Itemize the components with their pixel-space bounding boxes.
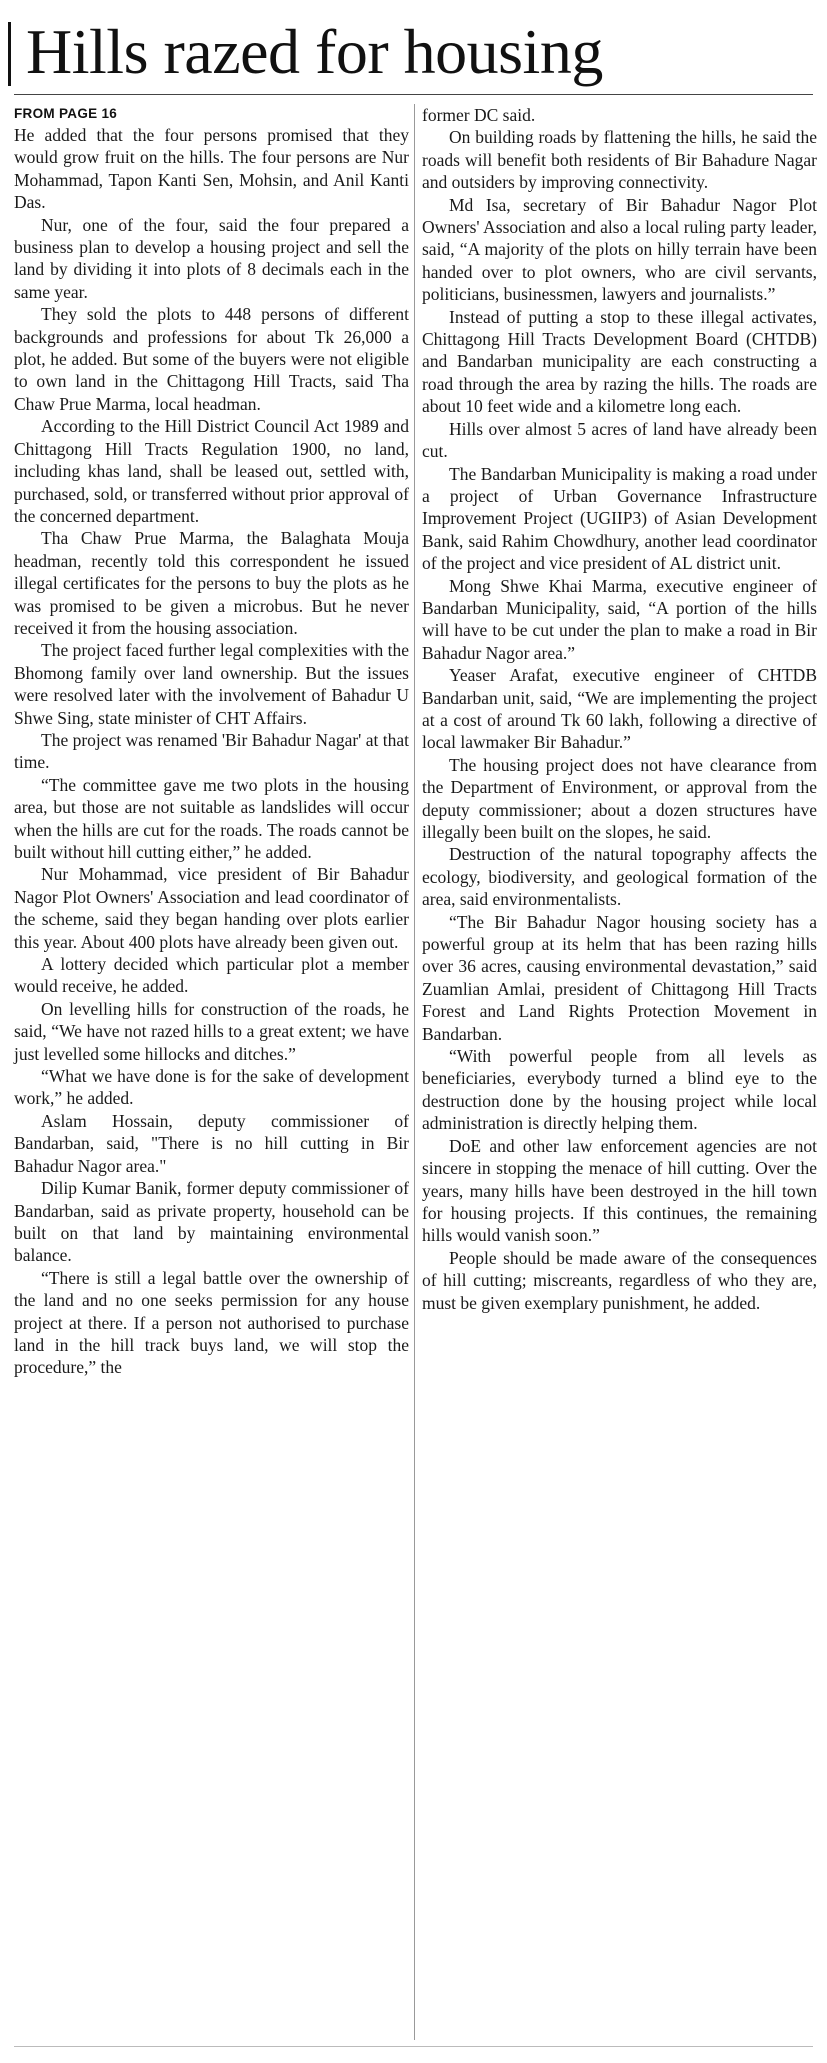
paragraph: “The Bir Bahadur Nagor housing society has a powerful group at its helm that has been razing hills over 36 acres, causing environmental devastation,” said Zuamlian Amlai, president of Chittagong Hill Tracts Forest and Land Rights Protection Movement in Bandarban. xyxy=(422,911,817,1044)
paragraph: On building roads by flattening the hills, he said the roads will benefit both residents of Bir Bahadure Nagar and outsiders by improving connectivity. xyxy=(422,127,817,193)
paragraph: He added that the four persons promised that they would grow fruit on the hills. The four persons are Nur Mohammad, Tapon Kanti Sen, Mohsin, and Anil Kanti Das. xyxy=(14,125,409,213)
paragraph: The housing project does not have clearance from the Department of Environment, or approval from the deputy commissioner; about a dozen structures have illegally been built on the slopes, he said. xyxy=(422,754,817,842)
paragraph: On levelling hills for construction of the roads, he said, “We have not razed hills to a great extent; we have just levelled some hillocks and ditches.” xyxy=(14,998,409,1064)
headline-divider xyxy=(14,94,813,95)
paragraph: Yeaser Arafat, executive engineer of CHTDB Bandarban unit, said, “We are implementing the project at a cost of around Tk 60 lakh, following a directive of local lawmaker Bir Bahadur.” xyxy=(422,665,817,753)
paragraph: Tha Chaw Prue Marma, the Balaghata Mouja headman, recently told this correspondent he issued illegal certificates for the persons to buy the plots as he was promised to be given a microbus. But he never received it from the housing association. xyxy=(14,528,409,638)
headline: Hills razed for housing xyxy=(26,16,603,87)
paragraph: Instead of putting a stop to these illegal activates, Chittagong Hill Tracts Development Board (CHTDB) and Bandarban municipality are each constructing a road through the area by razing the hills. The roads are about 10 feet wide and a kilometre long each. xyxy=(422,306,817,417)
jump-label: FROM PAGE 16 xyxy=(14,106,118,121)
bottom-divider xyxy=(14,2046,813,2047)
paragraph: former DC said. xyxy=(422,105,536,125)
paragraph: Mong Shwe Khai Marma, executive engineer of Bandarban Municipality, said, “A portion of the hills will have to be cut under the plan to make a road in Bir Bahadur Nagor area.” xyxy=(422,575,817,663)
paragraph: According to the Hill District Council Act 1989 and Chittagong Hill Tracts Regulation 1900, no land, including khas land, shall be leased out, settled with, purchased, sold, or transferred without prior approval of the concerned department. xyxy=(14,416,409,526)
paragraph: Md Isa, secretary of Bir Bahadur Nagor Plot Owners' Association and also a local ruling party leader, said, “A majority of the plots on hilly terrain have been handed over to plot owners, who are civil servants, politicians, businessmen, lawyers and journalists.” xyxy=(422,194,817,305)
paragraph: DoE and other law enforcement agencies are not sincere in stopping the menace of hill cutting. Over the years, many hills have been destroyed in the hill town for housing projects. If this continues, the remaining hills would vanish soon.” xyxy=(422,1135,817,1246)
paragraph: A lottery decided which particular plot a member would receive, he added. xyxy=(14,954,409,997)
paragraph: Aslam Hossain, deputy commissioner of Bandarban, said, "There is no hill cutting in Bir Bahadur Nagor area." xyxy=(14,1110,409,1176)
paragraph: Nur, one of the four, said the four prepared a business plan to develop a housing project and sell the land by dividing it into plots of 8 decimals each in the same year. xyxy=(14,214,409,302)
paragraph: The project faced further legal complexities with the Bhomong family over land ownership. But the issues were resolved later with the involvement of Bahadur U Shwe Sing, state minister of CHT Affairs. xyxy=(14,640,409,728)
paragraph: The Bandarban Municipality is making a road under a project of Urban Governance Infrastructure Improvement Project (UGIIP3) of Asian Development Bank, said Rahim Chowdhury, another lead coordinator of the project and vice president of AL district unit. xyxy=(422,463,817,574)
paragraph: Destruction of the natural topography affects the ecology, biodiversity, and geological formation of the area, said environmentalists. xyxy=(422,844,817,910)
column-divider xyxy=(414,104,415,2040)
headline-rule xyxy=(8,22,11,86)
paragraph: The project was renamed 'Bir Bahadur Nagar' at that time. xyxy=(14,729,409,773)
paragraph: Dilip Kumar Banik, former deputy commissioner of Bandarban, said as private property, household can be built on that land by maintaining environmental balance. xyxy=(14,1178,409,1266)
paragraph: “With powerful people from all levels as beneficiaries, everybody turned a blind eye to the destruction done by the housing project while local administration is directly helping them. xyxy=(422,1046,817,1134)
article-column-2 xyxy=(422,104,817,1314)
paragraph: Nur Mohammad, vice president of Bir Bahadur Nagor Plot Owners' Association and lead coordinator of the scheme, said they began handing over plots earlier this year. About 400 plots have already been given out. xyxy=(14,864,409,952)
paragraph: People should be made aware of the consequences of hill cutting; miscreants, regardless of who they are, must be given exemplary punishment, he added. xyxy=(422,1247,817,1313)
article-column-1 xyxy=(14,104,409,1379)
paragraph: “The committee gave me two plots in the housing area, but those are not suitable as landslides will occur when the hills are cut for the roads. The roads cannot be built without hill cutting either,” he added. xyxy=(14,774,409,862)
paragraph: “There is still a legal battle over the ownership of the land and no one seeks permission for any house project at there. If a person not authorised to purchase land in the hill track buys land, we will stop the procedure,” the xyxy=(14,1267,409,1378)
paragraph: Hills over almost 5 acres of land have already been cut. xyxy=(422,418,817,462)
paragraph: They sold the plots to 448 persons of different backgrounds and professions for about Tk 26,000 a plot, he added. But some of the buyers were not eligible to own land in the Chittagong Hill Tracts, said Tha Chaw Prue Marma, local headman. xyxy=(14,304,409,414)
paragraph: “What we have done is for the sake of development work,” he added. xyxy=(14,1066,409,1109)
